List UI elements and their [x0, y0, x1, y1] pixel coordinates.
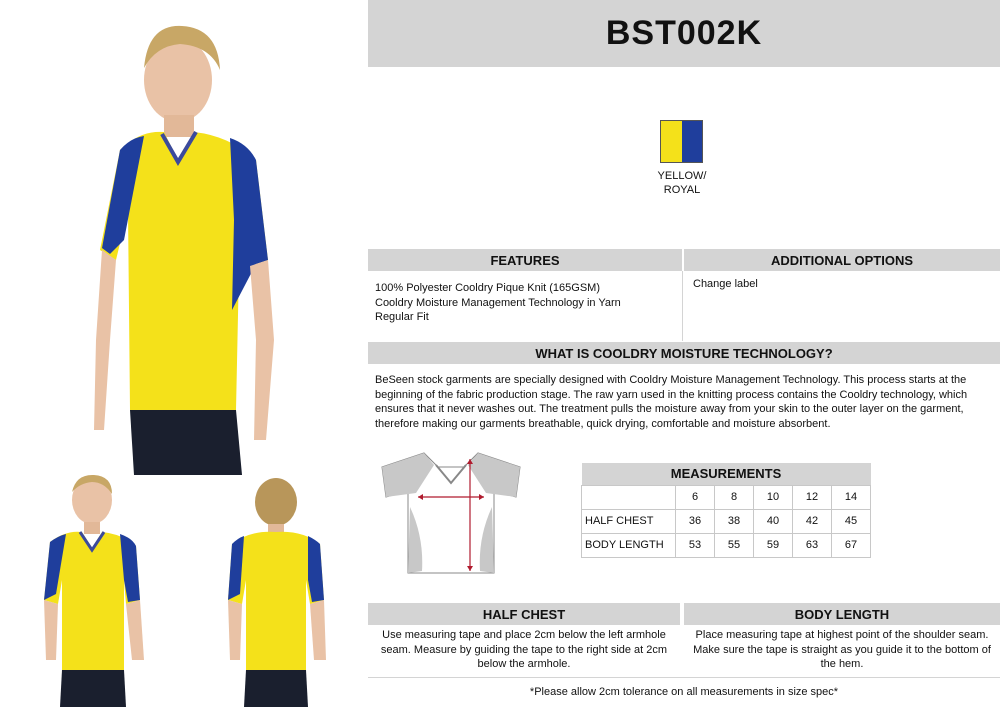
spec-sheet — [366, 0, 1000, 707]
product-code: BST002K — [605, 14, 763, 52]
model-front-photo — [60, 10, 300, 475]
footer-divider — [368, 677, 1000, 678]
garment-measurement-diagram — [376, 447, 526, 577]
table-cell: 59 — [754, 533, 793, 557]
colour-label-line2: ROYAL — [663, 184, 701, 196]
colour-swatch — [660, 120, 703, 163]
table-row — [582, 509, 871, 533]
size-header-row — [582, 485, 871, 509]
half-chest-heading: HALF CHEST — [368, 603, 680, 625]
size-header: 8 — [715, 485, 754, 509]
table-cell: 55 — [715, 533, 754, 557]
feature-item: 100% Polyester Cooldry Pique Knit (165GSM) — [375, 282, 600, 294]
colour-label — [632, 169, 732, 197]
measurements-table — [581, 463, 871, 558]
table-cell: 36 — [676, 509, 715, 533]
table-cell: 42 — [793, 509, 832, 533]
row-label: BODY LENGTH — [582, 533, 676, 557]
table-row — [582, 533, 871, 557]
swatch-royal — [682, 121, 703, 162]
features-list — [375, 281, 675, 325]
size-header: 12 — [793, 485, 832, 509]
table-cell: 40 — [754, 509, 793, 533]
table-cell: 53 — [676, 533, 715, 557]
table-cell: 67 — [832, 533, 871, 557]
swatch-yellow — [661, 121, 682, 162]
options-heading: ADDITIONAL OPTIONS — [684, 249, 1000, 271]
model-back-photo — [200, 470, 350, 707]
option-item: Change label — [693, 278, 758, 290]
product-photos — [0, 0, 366, 707]
features-heading: FEATURES — [368, 249, 682, 271]
table-cell: 63 — [793, 533, 832, 557]
title-bar — [368, 0, 1000, 67]
feature-item: Cooldry Moisture Management Technology in Yarn — [375, 296, 621, 309]
colour-label-line1: YELLOW/ — [657, 170, 707, 182]
cooldry-heading: WHAT IS COOLDRY MOISTURE TECHNOLOGY? — [368, 342, 1000, 364]
body-length-instructions: Place measuring tape at highest point of the shoulder seam. Make sure the tape is straight as you guide it to the bottom of the hem. — [693, 629, 991, 670]
table-cell: 38 — [715, 509, 754, 533]
size-header-blank — [582, 485, 676, 509]
model-front-small-photo — [20, 470, 170, 707]
cooldry-description: BeSeen stock garments are specially designed with Cooldry Moisture Management Technology. This process starts at the beginning of the fabric production stage. The raw yarn used in the knitting process contains the Cooldry technology, which ensures that it never washes out. The treatment pulls the moisture away from your skin to the outer layer on the garment, therefore making our garments breathable, quick drying, comfortable and moisture absorbent. — [375, 374, 968, 430]
section-divider — [682, 271, 683, 341]
body-length-heading: BODY LENGTH — [684, 603, 1000, 625]
half-chest-instructions: Use measuring tape and place 2cm below the left armhole seam. Measure by guiding the tape to the right side at 2cm below the armhole. — [380, 629, 668, 670]
size-header: 10 — [754, 485, 793, 509]
table-cell: 45 — [832, 509, 871, 533]
measurements-heading: MEASUREMENTS — [582, 463, 871, 485]
feature-item: Regular Fit — [375, 311, 429, 323]
size-header: 6 — [676, 485, 715, 509]
tolerance-note: *Please allow 2cm tolerance on all measurements in size spec* — [529, 686, 839, 698]
row-label: HALF CHEST — [582, 509, 676, 533]
options-list — [693, 278, 758, 290]
size-header: 14 — [832, 485, 871, 509]
